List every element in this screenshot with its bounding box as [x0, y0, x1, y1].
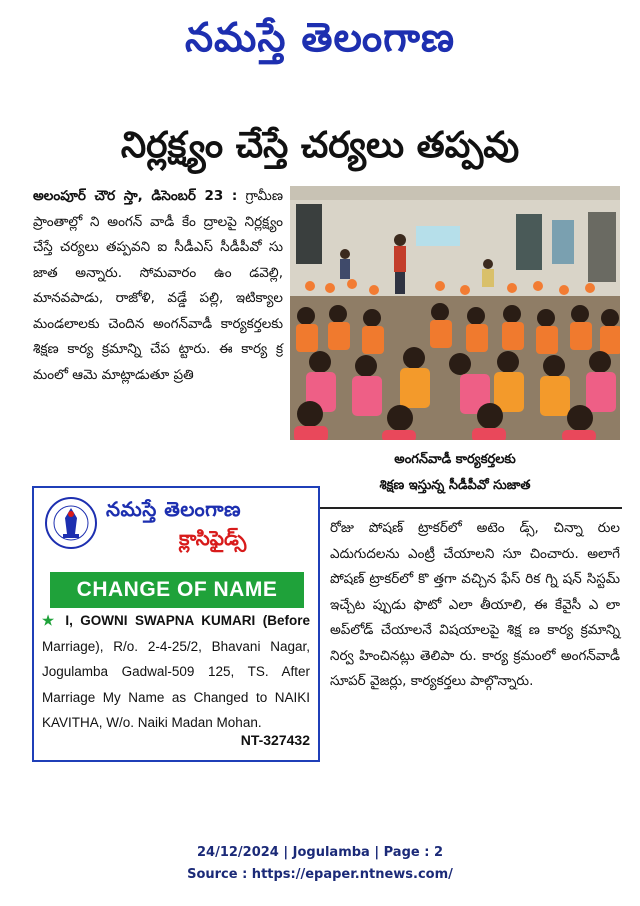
footer-edition-line: 24/12/2024 | Jogulamba | Page : 2: [196, 845, 443, 860]
page-footer: [0, 842, 640, 886]
classified-body-text: Marriage), R/o. 2-4-25/2, Bhavani Nagar, Jogulamba Gadwal-509 125, TS. After Marriage My Name as Changed to NAIKI KAVITHA, W/o. Naiki Madan Mohan.: [42, 638, 310, 730]
article-body-right: రోజు పోషణ్ ట్రాకర్‌లో అటెం డ్స్, చిన్నా రుల ఎదుగుదలను ఎంట్రీ చేయాలని సూ చించారు. అలాగే పోషణ్ ట్రాకర్‌లో కొ త్తగా వచ్చిన ఫేస్ రిక గ్ని షన్ సిస్టమ్ ఇచ్చేట ప్పుడు ఫొటో ఎలా తీయాలి, ఈ కేవైసీ ఎ లా అప్‌లోడ్ చేయాలనే విషయాలపై శిక్ష ణ కార్య క్రమాన్ని నిర్వ హించినట్లు తెలిపా రు. కార్య క్రమంలో అంగన్‌వాడీ సూపర్ వైజర్లు, కార్యకర్తలు పాల్గొన్నారు.: [330, 520, 620, 689]
article-dateline: అలంపూర్ చౌర స్తా, డిసెంబర్ 23 :: [33, 188, 238, 204]
caption-divider: [290, 507, 622, 509]
article-body-left: [33, 184, 283, 388]
classified-code: NT-327432: [240, 732, 310, 748]
classified-heading: CHANGE OF NAME: [50, 572, 304, 608]
classified-brand: నమస్తే తెలంగాణ: [106, 497, 242, 521]
footer-source-line: Source : https://epaper.ntnews.com/: [187, 867, 453, 882]
article-headline: నిర్లక్ష్యం చేస్తే చర్యలు తప్పవు: [120, 125, 520, 166]
photo-caption: [290, 447, 620, 499]
photo-caption-line-2: శిక్షణ ఇస్తున్న సీడీపీవో సుజాత: [379, 478, 531, 493]
classified-seal-icon: [44, 496, 98, 550]
classified-body: [42, 608, 310, 736]
classified-ad: [32, 486, 320, 762]
photo-caption-line-1: అంగన్‌వాడీ కార్యకర్తలకు: [394, 452, 516, 467]
article-body-left-text: గ్రామీణ ప్రాంతాల్లో ని అంగన్ వాడీ కేం ద్రాలపై నిర్లక్ష్యం చేస్తే చర్యలు తప్పవని ఐ సీడీఎస్ సీడీపీవో సు జాత అన్నారు. సోమవారం ఉం డవెల్లి, మానవపాడు, రాజోళి, వడ్డే పల్లి, ఇటిక్యాల మండలాలకు చెందిన అంగన్‌వాడీ కార్యకర్తలకు శిక్షణ కార్య క్రమాన్ని చేప ట్టారు. ఈ కార్య క్ర మంలో ఆమె మాట్లాడుతూ ప్రతి: [33, 188, 283, 383]
article-photo: [290, 186, 620, 440]
classified-name-line: I, GOWNI SWAPNA KUMARI (Before: [65, 613, 310, 628]
classified-section: క్లాసిఫైడ్స్: [179, 526, 247, 550]
masthead-title: నమస్తే తెలంగాణ: [184, 15, 456, 61]
star-icon: ★: [42, 613, 58, 628]
